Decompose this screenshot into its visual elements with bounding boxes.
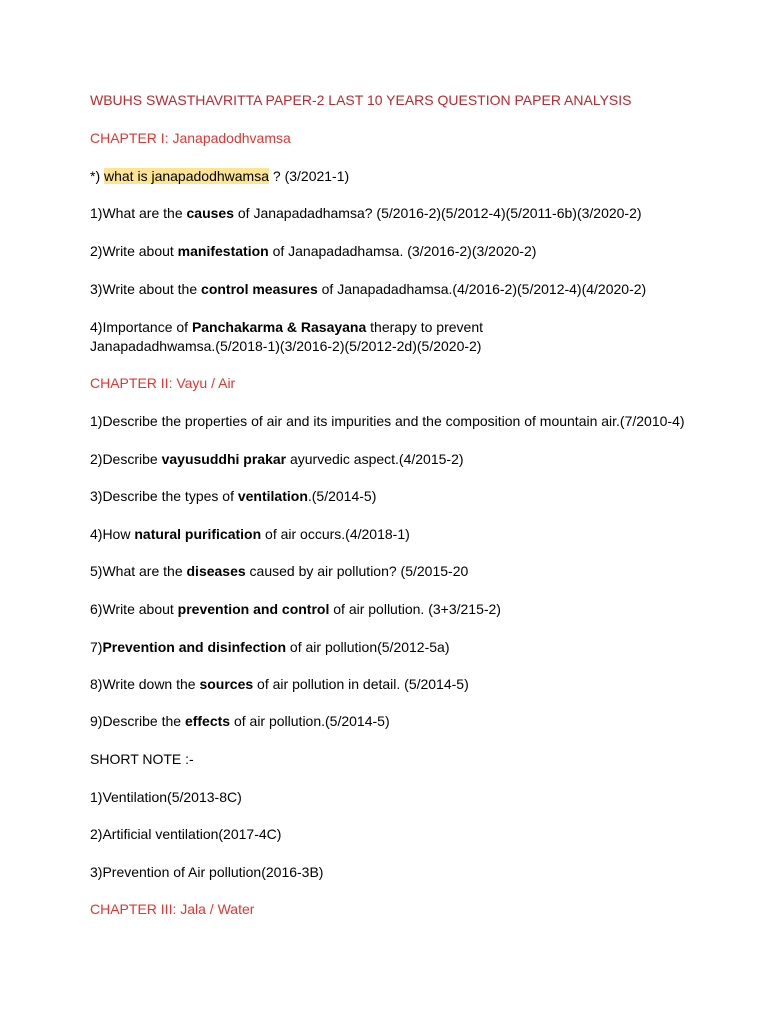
- ch1-q0-highlight: what is janapadodhwamsa: [104, 168, 269, 184]
- ch2-q8-keyword: sources: [199, 676, 254, 692]
- ch1-question-4-line-1: [90, 318, 483, 337]
- short-note-heading: SHORT NOTE :-: [90, 751, 194, 767]
- short-note-2: 2)Artificial ventilation(2017-4C): [90, 826, 282, 842]
- ch1-q1-keyword: causes: [186, 205, 234, 221]
- ch1-q2-text-end: of Janapadadhamsa. (3/2016-2)(3/2020-2): [268, 243, 537, 259]
- ch2-question-7: [90, 638, 449, 657]
- ch2-q9-text: 9)Describe the: [90, 713, 185, 729]
- ch1-question-1: [90, 204, 642, 223]
- ch2-q3-text: 3)Describe the types of: [90, 488, 238, 504]
- document-page: [90, 0, 730, 1024]
- ch1-q0-suffix: ? (3/2021-1): [269, 168, 350, 184]
- ch1-question-0: [90, 167, 349, 186]
- ch2-q6-text: 6)Write about: [90, 601, 178, 617]
- ch1-q4-text: 4)Importance of: [90, 319, 192, 335]
- ch1-q3-keyword: control measures: [201, 281, 318, 297]
- ch2-q6-text-end: of air pollution. (3+3/215-2): [329, 601, 501, 617]
- ch2-q9-keyword: effects: [184, 713, 231, 729]
- ch2-question-3: [90, 487, 376, 506]
- ch2-q7-text: 7): [90, 639, 103, 655]
- ch1-q4-text-mid: therapy to prevent: [366, 319, 484, 335]
- short-note-1: 1)Ventilation(5/2013-8C): [90, 789, 242, 805]
- ch1-q1-text-end: of Janapadadhamsa? (5/2016-2)(5/2012-4)(5/2011-6b)(3/2020-2): [233, 205, 642, 221]
- ch2-q3-keyword: ventilation: [237, 488, 308, 504]
- ch2-q5-text: 5)What are the: [90, 563, 187, 579]
- ch1-q2-text: 2)Write about: [90, 243, 178, 259]
- ch2-q4-keyword: natural purification: [134, 526, 262, 542]
- chapter-3-heading: CHAPTER III: Jala / Water: [90, 901, 255, 917]
- ch1-question-3: [90, 280, 646, 299]
- ch2-question-9: [90, 712, 390, 731]
- ch2-q2-text: 2)Describe: [90, 451, 162, 467]
- document-title: WBUHS SWASTHAVRITTA PAPER-2 LAST 10 YEARS QUESTION PAPER ANALYSIS: [90, 92, 632, 108]
- ch2-question-5: [90, 562, 468, 581]
- ch2-q4-text: 4)How: [90, 526, 135, 542]
- ch1-q3-text: 3)Write about the: [90, 281, 202, 297]
- short-note-3: 3)Prevention of Air pollution(2016-3B): [90, 864, 324, 880]
- ch2-q5-text-end: caused by air pollution? (5/2015-20: [245, 563, 469, 579]
- ch1-q0-prefix: *): [90, 168, 104, 184]
- ch1-q2-keyword: manifestation: [177, 243, 269, 259]
- ch2-q6-keyword: prevention and control: [177, 601, 330, 617]
- ch2-q2-keyword: vayusuddhi prakar: [161, 451, 287, 467]
- ch1-q3-text-end: of Janapadadhamsa.(4/2016-2)(5/2012-4)(4/2020-2): [317, 281, 647, 297]
- ch1-question-4-line-2: Janapadadhwamsa.(5/2018-1)(3/2016-2)(5/2012-2d)(5/2020-2): [90, 338, 482, 354]
- ch1-question-2: [90, 242, 536, 261]
- ch1-q1-text: 1)What are the: [90, 205, 187, 221]
- chapter-2-heading: CHAPTER II: Vayu / Air: [90, 375, 236, 391]
- ch2-q3-text-end: .(5/2014-5): [307, 488, 377, 504]
- ch2-q7-keyword: Prevention and disinfection: [102, 639, 287, 655]
- ch2-question-8: [90, 675, 469, 694]
- ch2-q2-text-end: ayurvedic aspect.(4/2015-2): [286, 451, 464, 467]
- chapter-1-heading: CHAPTER I: Janapadodhvamsa: [90, 130, 291, 146]
- ch2-question-1: 1)Describe the properties of air and its impurities and the composition of mountain air.(7/2010-4): [90, 413, 685, 429]
- ch2-q5-keyword: diseases: [186, 563, 246, 579]
- ch2-q4-text-end: of air occurs.(4/2018-1): [261, 526, 410, 542]
- ch2-question-6: [90, 600, 501, 619]
- ch2-question-4: [90, 525, 410, 544]
- ch1-q4-keyword: Panchakarma & Rasayana: [191, 319, 367, 335]
- ch2-q7-text-end: of air pollution(5/2012-5a): [286, 639, 450, 655]
- ch2-q9-text-end: of air pollution.(5/2014-5): [230, 713, 390, 729]
- ch2-question-2: [90, 450, 464, 469]
- ch2-q8-text: 8)Write down the: [90, 676, 200, 692]
- ch2-q8-text-end: of air pollution in detail. (5/2014-5): [253, 676, 469, 692]
